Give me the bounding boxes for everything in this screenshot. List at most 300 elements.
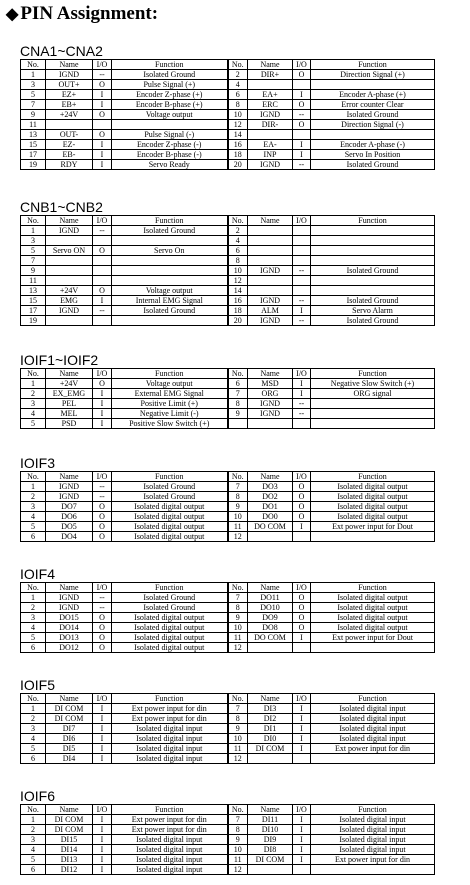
- section-title: CNA1~CNA2: [20, 43, 103, 59]
- cell-function: Voltage output: [112, 379, 228, 389]
- cell-name: OUT+: [46, 80, 93, 90]
- cell-name: IGND: [248, 296, 293, 306]
- header-cell-no: No.: [21, 805, 46, 815]
- cell-io: O: [293, 120, 311, 130]
- cell-name: RDY: [46, 160, 93, 170]
- cell-name: [248, 276, 293, 286]
- header-row: [21, 216, 435, 226]
- cell-io: [293, 130, 311, 140]
- cell-no: 10: [228, 734, 248, 744]
- cell-name: IGND: [248, 266, 293, 276]
- cell-io: [293, 276, 311, 286]
- table-row: [21, 70, 435, 80]
- cell-io: I: [93, 704, 112, 714]
- header-cell-no: No.: [228, 805, 248, 815]
- cell-io: I: [293, 845, 311, 855]
- table-row: [21, 296, 435, 306]
- section-ioif5: [20, 678, 434, 764]
- table-row: [21, 633, 435, 643]
- cell-no: 1: [21, 70, 46, 80]
- cell-name: IGND: [46, 226, 93, 236]
- cell-io: I: [93, 90, 112, 100]
- cell-io: --: [293, 110, 311, 120]
- cell-no: 3: [21, 80, 46, 90]
- cell-io: I: [293, 379, 311, 389]
- cell-name: IGND: [46, 492, 93, 502]
- cell-function: Positive Slow Switch (+): [112, 419, 228, 429]
- cell-function: [311, 399, 435, 409]
- cell-io: O: [93, 80, 112, 90]
- cell-no: 7: [228, 815, 248, 825]
- cell-function: Isolated digital input: [112, 724, 228, 734]
- cell-name: DO8: [248, 623, 293, 633]
- table-row: [21, 593, 435, 603]
- header-cell-no: No.: [21, 694, 46, 704]
- cell-function: Isolated digital output: [311, 593, 435, 603]
- cell-function: Ext power input for Dout: [311, 633, 435, 643]
- cell-function: [112, 316, 228, 326]
- cell-name: DO9: [248, 613, 293, 623]
- cell-function: [112, 256, 228, 266]
- cell-function: Isolated digital output: [112, 623, 228, 633]
- table-row: [21, 120, 435, 130]
- cell-function: Voltage output: [112, 286, 228, 296]
- cell-no: 12: [228, 865, 248, 875]
- cell-no: 9: [228, 835, 248, 845]
- table-row: [21, 512, 435, 522]
- cell-name: [248, 419, 293, 429]
- header-cell-no: No.: [228, 694, 248, 704]
- table-row: [21, 256, 435, 266]
- header-cell-function: Function: [112, 60, 228, 70]
- cell-no: 8: [228, 492, 248, 502]
- cell-io: [293, 419, 311, 429]
- cell-io: O: [293, 613, 311, 623]
- header-cell-io: I/O: [93, 583, 112, 593]
- header-cell-no: No.: [228, 216, 248, 226]
- table-row: [21, 100, 435, 110]
- cell-no: 6: [21, 643, 46, 653]
- cell-no: 16: [228, 140, 248, 150]
- header-cell-name: Name: [248, 583, 293, 593]
- cell-io: I: [93, 845, 112, 855]
- pin-table: [20, 471, 435, 542]
- header-cell-function: Function: [311, 216, 435, 226]
- cell-no: 3: [21, 399, 46, 409]
- cell-io: [293, 532, 311, 542]
- cell-function: [311, 246, 435, 256]
- header-cell-no: No.: [21, 216, 46, 226]
- cell-function: [311, 236, 435, 246]
- cell-name: DI1: [248, 724, 293, 734]
- cell-io: --: [93, 593, 112, 603]
- cell-no: 5: [21, 246, 46, 256]
- cell-name: DO COM: [248, 633, 293, 643]
- table-row: [21, 623, 435, 633]
- cell-io: [93, 266, 112, 276]
- table-row: [21, 226, 435, 236]
- header-cell-function: Function: [112, 369, 228, 379]
- cell-io: --: [293, 316, 311, 326]
- cell-io: [293, 643, 311, 653]
- cell-no: 9: [228, 613, 248, 623]
- cell-io: O: [293, 593, 311, 603]
- cell-function: Isolated Ground: [311, 296, 435, 306]
- header-cell-name: Name: [248, 805, 293, 815]
- cell-no: 3: [21, 502, 46, 512]
- cell-function: Ext power input for Dout: [311, 522, 435, 532]
- section-ioif1-ioif2: [20, 353, 434, 429]
- cell-io: O: [93, 633, 112, 643]
- cell-no: 2: [21, 714, 46, 724]
- cell-io: I: [293, 734, 311, 744]
- cell-function: Isolated digital input: [311, 835, 435, 845]
- cell-io: I: [293, 704, 311, 714]
- cell-no: 4: [21, 734, 46, 744]
- cell-no: 16: [228, 296, 248, 306]
- cell-no: 8: [228, 256, 248, 266]
- cell-io: I: [93, 409, 112, 419]
- cell-function: Ext power input for din: [112, 714, 228, 724]
- cell-function: [311, 226, 435, 236]
- cell-name: DI COM: [46, 704, 93, 714]
- cell-no: 11: [228, 522, 248, 532]
- cell-name: EMG: [46, 296, 93, 306]
- cell-no: 4: [21, 623, 46, 633]
- header-cell-io: I/O: [293, 369, 311, 379]
- cell-name: [248, 80, 293, 90]
- cell-name: DO10: [248, 603, 293, 613]
- cell-io: O: [93, 643, 112, 653]
- cell-io: I: [293, 714, 311, 724]
- table-row: [21, 379, 435, 389]
- header-cell-io: I/O: [293, 583, 311, 593]
- cell-io: [293, 236, 311, 246]
- cell-name: DI12: [46, 865, 93, 875]
- cell-io: I: [93, 714, 112, 724]
- cell-no: 6: [21, 754, 46, 764]
- cell-function: Encoder A-phase (-): [311, 140, 435, 150]
- cell-name: DI5: [46, 744, 93, 754]
- cell-io: I: [293, 744, 311, 754]
- page-title: [6, 3, 158, 25]
- cell-name: [46, 316, 93, 326]
- cell-name: DO6: [46, 512, 93, 522]
- table-row: [21, 276, 435, 286]
- cell-function: [311, 643, 435, 653]
- section-title: IOIF4: [20, 566, 56, 582]
- cell-function: [311, 80, 435, 90]
- header-cell-function: Function: [112, 694, 228, 704]
- cell-io: [293, 246, 311, 256]
- header-row: [21, 60, 435, 70]
- cell-function: Isolated digital output: [112, 522, 228, 532]
- cell-function: Isolated digital output: [311, 502, 435, 512]
- table-row: [21, 724, 435, 734]
- header-cell-name: Name: [248, 369, 293, 379]
- cell-name: IGND: [248, 399, 293, 409]
- cell-no: 17: [21, 306, 46, 316]
- cell-function: [311, 409, 435, 419]
- header-cell-io: I/O: [93, 369, 112, 379]
- cell-no: 19: [21, 316, 46, 326]
- cell-no: 11: [228, 744, 248, 754]
- cell-no: 1: [21, 593, 46, 603]
- cell-io: O: [293, 603, 311, 613]
- table-row: [21, 399, 435, 409]
- cell-io: O: [293, 512, 311, 522]
- table-row: [21, 825, 435, 835]
- cell-name: DI14: [46, 845, 93, 855]
- section-title: CNB1~CNB2: [20, 199, 103, 215]
- cell-function: Negative Limit (-): [112, 409, 228, 419]
- cell-name: IGND: [248, 409, 293, 419]
- cell-io: O: [93, 613, 112, 623]
- cell-io: O: [93, 379, 112, 389]
- cell-name: DO2: [248, 492, 293, 502]
- table-row: [21, 266, 435, 276]
- cell-function: Negative Slow Switch (+): [311, 379, 435, 389]
- cell-function: Ext power input for din: [311, 855, 435, 865]
- cell-no: 13: [21, 286, 46, 296]
- cell-function: Isolated Ground: [112, 306, 228, 316]
- cell-function: Isolated digital input: [311, 704, 435, 714]
- cell-no: 6: [228, 90, 248, 100]
- cell-name: DO5: [46, 522, 93, 532]
- cell-name: [46, 236, 93, 246]
- header-cell-function: Function: [311, 472, 435, 482]
- cell-no: 8: [228, 603, 248, 613]
- pin-table: [20, 59, 435, 170]
- pin-table: [20, 693, 435, 764]
- cell-function: [311, 130, 435, 140]
- cell-no: 5: [21, 522, 46, 532]
- cell-function: Isolated digital output: [311, 512, 435, 522]
- cell-no: 2: [228, 226, 248, 236]
- cell-function: Servo On: [112, 246, 228, 256]
- cell-function: Isolated digital input: [311, 724, 435, 734]
- cell-io: I: [293, 140, 311, 150]
- table-row: [21, 482, 435, 492]
- cell-function: Isolated digital input: [112, 855, 228, 865]
- cell-name: +24V: [46, 110, 93, 120]
- cell-io: [293, 226, 311, 236]
- cell-no: 8: [228, 714, 248, 724]
- cell-io: I: [93, 140, 112, 150]
- cell-name: [248, 130, 293, 140]
- cell-no: 3: [21, 236, 46, 246]
- cell-function: Isolated digital input: [311, 815, 435, 825]
- header-row: [21, 369, 435, 379]
- cell-name: DO14: [46, 623, 93, 633]
- cell-no: 12: [228, 643, 248, 653]
- cell-io: [293, 286, 311, 296]
- header-cell-no: No.: [228, 369, 248, 379]
- cell-no: 5: [21, 855, 46, 865]
- cell-io: I: [293, 835, 311, 845]
- section-title: IOIF5: [20, 677, 56, 693]
- cell-io: I: [93, 865, 112, 875]
- cell-name: [248, 286, 293, 296]
- cell-function: Isolated digital input: [112, 754, 228, 764]
- cell-name: DO7: [46, 502, 93, 512]
- header-cell-no: No.: [228, 472, 248, 482]
- cell-name: Servo ON: [46, 246, 93, 256]
- cell-io: --: [293, 296, 311, 306]
- cell-no: 4: [21, 512, 46, 522]
- cell-name: DIR+: [248, 70, 293, 80]
- cell-function: Isolated Ground: [311, 160, 435, 170]
- section-ioif3: [20, 456, 434, 542]
- section-cna1-cna2: [20, 44, 434, 170]
- table-row: [21, 714, 435, 724]
- cell-no: 13: [21, 130, 46, 140]
- cell-no: 5: [21, 90, 46, 100]
- cell-function: Isolated Ground: [112, 226, 228, 236]
- cell-name: DI15: [46, 835, 93, 845]
- cell-no: 2: [21, 603, 46, 613]
- cell-no: 3: [21, 613, 46, 623]
- cell-name: EZ-: [46, 140, 93, 150]
- cell-name: DIR-: [248, 120, 293, 130]
- cell-function: Encoder B-phase (-): [112, 150, 228, 160]
- cell-name: [248, 754, 293, 764]
- cell-io: O: [293, 623, 311, 633]
- cell-function: Isolated Ground: [112, 482, 228, 492]
- cell-name: OUT-: [46, 130, 93, 140]
- cell-name: MEL: [46, 409, 93, 419]
- cell-no: 9: [228, 724, 248, 734]
- cell-function: Isolated Ground: [112, 603, 228, 613]
- cell-function: Pulse Signal (-): [112, 130, 228, 140]
- cell-no: 4: [228, 236, 248, 246]
- cell-name: [248, 865, 293, 875]
- cell-name: DI0: [248, 734, 293, 744]
- header-cell-name: Name: [46, 472, 93, 482]
- cell-no: 6: [21, 865, 46, 875]
- cell-io: [93, 120, 112, 130]
- cell-io: [293, 865, 311, 875]
- cell-no: 12: [228, 754, 248, 764]
- cell-no: 5: [21, 419, 46, 429]
- header-cell-io: I/O: [293, 60, 311, 70]
- cell-function: Isolated Ground: [112, 593, 228, 603]
- cell-name: [248, 532, 293, 542]
- cell-io: I: [293, 90, 311, 100]
- cell-name: DO13: [46, 633, 93, 643]
- cell-no: 10: [228, 110, 248, 120]
- cell-io: I: [93, 754, 112, 764]
- cell-io: --: [93, 603, 112, 613]
- table-row: [21, 835, 435, 845]
- cell-io: [93, 256, 112, 266]
- cell-name: DI COM: [248, 855, 293, 865]
- cell-io: --: [93, 70, 112, 80]
- cell-io: --: [93, 306, 112, 316]
- cell-no: 10: [228, 512, 248, 522]
- cell-io: O: [293, 492, 311, 502]
- cell-function: Isolated digital input: [311, 714, 435, 724]
- table-row: [21, 532, 435, 542]
- cell-function: [311, 532, 435, 542]
- table-row: [21, 306, 435, 316]
- section-title: IOIF1~IOIF2: [20, 352, 99, 368]
- cell-io: O: [93, 512, 112, 522]
- header-cell-io: I/O: [293, 216, 311, 226]
- cell-io: I: [293, 815, 311, 825]
- table-row: [21, 130, 435, 140]
- cell-no: 11: [21, 120, 46, 130]
- header-cell-io: I/O: [93, 60, 112, 70]
- cell-io: O: [293, 482, 311, 492]
- cell-io: --: [293, 160, 311, 170]
- header-cell-no: No.: [21, 369, 46, 379]
- cell-no: 7: [228, 389, 248, 399]
- cell-no: 6: [21, 532, 46, 542]
- cell-io: O: [93, 110, 112, 120]
- cell-io: I: [93, 835, 112, 845]
- cell-no: 1: [21, 704, 46, 714]
- cell-io: O: [293, 502, 311, 512]
- section-title: IOIF3: [20, 455, 56, 471]
- cell-no: 8: [228, 399, 248, 409]
- cell-no: 18: [228, 150, 248, 160]
- cell-name: DO15: [46, 613, 93, 623]
- cell-io: [293, 80, 311, 90]
- table-row: [21, 389, 435, 399]
- cell-no: 7: [228, 704, 248, 714]
- diamond-bullet-icon: ◆: [6, 6, 19, 23]
- cell-function: Direction Signal (-): [311, 120, 435, 130]
- cell-no: 7: [228, 593, 248, 603]
- table-row: [21, 140, 435, 150]
- header-cell-io: I/O: [93, 216, 112, 226]
- cell-no: 1: [21, 482, 46, 492]
- cell-no: 1: [21, 815, 46, 825]
- table-row: [21, 855, 435, 865]
- cell-no: [228, 419, 248, 429]
- cell-io: I: [93, 389, 112, 399]
- cell-no: 20: [228, 316, 248, 326]
- cell-function: Isolated digital output: [311, 613, 435, 623]
- cell-no: 15: [21, 140, 46, 150]
- cell-name: ALM: [248, 306, 293, 316]
- cell-function: Isolated digital output: [112, 532, 228, 542]
- cell-name: +24V: [46, 286, 93, 296]
- cell-name: [248, 236, 293, 246]
- cell-function: Encoder Z-phase (+): [112, 90, 228, 100]
- section-ioif6: [20, 789, 434, 875]
- cell-function: Positive Limit (+): [112, 399, 228, 409]
- cell-name: DI2: [248, 714, 293, 724]
- cell-name: [46, 266, 93, 276]
- cell-function: Encoder A-phase (+): [311, 90, 435, 100]
- header-cell-function: Function: [112, 216, 228, 226]
- cell-name: [248, 256, 293, 266]
- cell-no: 4: [21, 409, 46, 419]
- cell-name: DO1: [248, 502, 293, 512]
- cell-io: O: [93, 502, 112, 512]
- table-row: [21, 522, 435, 532]
- cell-no: 4: [228, 80, 248, 90]
- cell-function: Ext power input for din: [112, 704, 228, 714]
- cell-name: DO4: [46, 532, 93, 542]
- cell-no: 12: [228, 276, 248, 286]
- cell-function: [112, 120, 228, 130]
- cell-io: I: [93, 734, 112, 744]
- cell-no: 10: [228, 623, 248, 633]
- cell-no: 10: [228, 845, 248, 855]
